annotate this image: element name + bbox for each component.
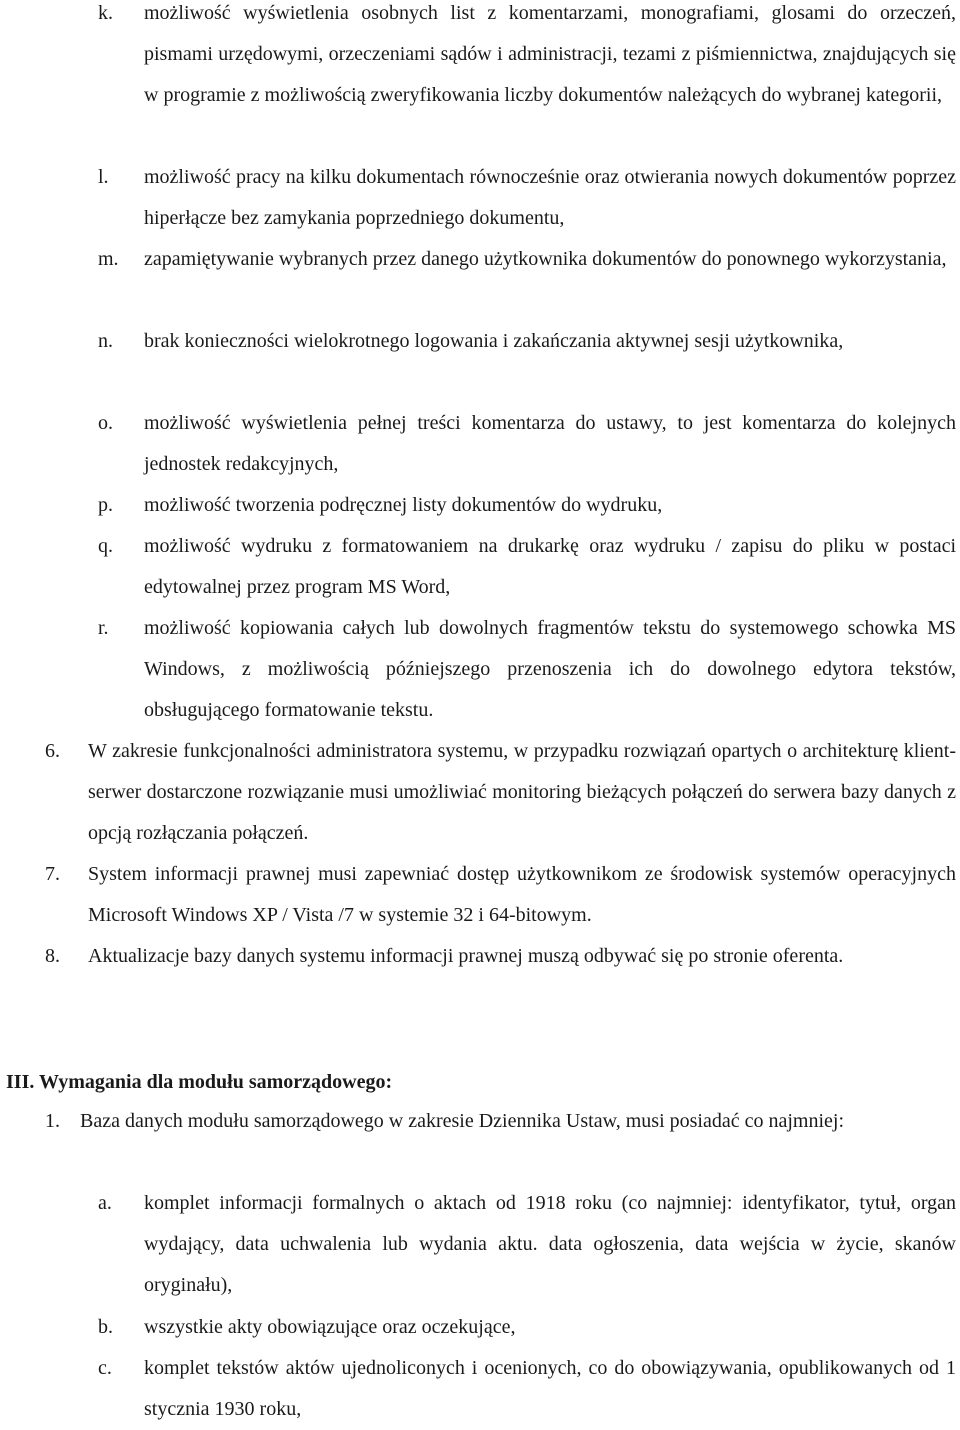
list-item-text: zapamiętywanie wybranych przez danego użytkownika dokumentów do ponownego wykorzystania, — [144, 248, 947, 270]
list-marker: 1. — [45, 1110, 60, 1132]
section-item-b — [98, 1307, 956, 1348]
list-marker: 7. — [45, 863, 60, 885]
section-item-a — [98, 1183, 956, 1306]
list-marker: p. — [98, 494, 113, 516]
section-item-c — [98, 1348, 956, 1430]
list-marker: 6. — [45, 740, 60, 762]
list-marker: q. — [98, 535, 113, 557]
list-marker: m. — [98, 248, 119, 270]
list-item-r — [98, 608, 956, 731]
list-item-7 — [45, 854, 956, 936]
list-item-text: możliwość pracy na kilku dokumentach równocześnie oraz otwierania nowych dokumentów poprzez hiperłącze bez zamykania poprzedniego dokumentu, — [144, 166, 956, 229]
list-marker: k. — [98, 2, 113, 24]
list-item-text: System informacji prawnej musi zapewniać dostęp użytkownikom ze środowisk systemów operacyjnych Microsoft Windows XP / Vista /7 w systemie 32 i 64-bitowym. — [88, 863, 956, 926]
list-marker: 8. — [45, 945, 60, 967]
list-item-n — [98, 321, 956, 362]
list-item-l — [98, 157, 956, 239]
list-marker: c. — [98, 1357, 112, 1379]
list-item-text: komplet tekstów aktów ujednoliconych i ocenionych, co do obowiązywania, opublikowanych od 1 stycznia 1930 roku, — [144, 1357, 956, 1420]
list-item-text: brak konieczności wielokrotnego logowania i zakańczania aktywnej sesji użytkownika, — [144, 330, 844, 352]
list-item-text: wszystkie akty obowiązujące oraz oczekujące, — [144, 1316, 516, 1338]
list-marker: o. — [98, 412, 113, 434]
list-marker: l. — [98, 166, 109, 188]
list-item-o — [98, 403, 956, 485]
list-item-p — [98, 485, 956, 526]
list-marker: n. — [98, 330, 113, 352]
list-marker: b. — [98, 1316, 113, 1338]
list-marker: a. — [98, 1192, 112, 1214]
list-item-k — [98, 0, 956, 116]
list-item-6 — [45, 731, 956, 854]
list-marker: r. — [98, 617, 109, 639]
list-item-m — [98, 239, 956, 280]
list-item-8 — [45, 936, 956, 977]
list-item-text: możliwość wyświetlenia osobnych list z komentarzami, monografiami, glosami do orzeczeń, pismami urzędowymi, orzeczeniami sądów i administracji, tezami z piśmiennictwa, znajdujących się w programie z możliwością zweryfikowania liczby dokumentów należących do wybranej kategorii, — [144, 2, 956, 106]
list-item-text: możliwość kopiowania całych lub dowolnych fragmentów tekstu do systemowego schowka MS Windows, z możliwością późniejszego przenoszenia ich do dowolnego edytora tekstów, obsługującego formatowanie tekstu. — [144, 617, 956, 721]
section-item-1 — [45, 1101, 956, 1142]
list-item-text: możliwość wyświetlenia pełnej treści komentarza do ustawy, to jest komentarza do kolejnych jednostek redakcyjnych, — [144, 412, 956, 475]
list-item-q — [98, 526, 956, 608]
list-item-text: komplet informacji formalnych o aktach od 1918 roku (co najmniej: identyfikator, tytuł, organ wydający, data uchwalenia lub wydania aktu. data ogłoszenia, data wejścia w życie, skanów oryginału), — [144, 1192, 956, 1296]
section-heading: III. Wymagania dla modułu samorządowego: — [6, 1071, 393, 1093]
list-item-text: Aktualizacje bazy danych systemu informacji prawnej muszą odbywać się po stronie oferenta. — [88, 945, 844, 967]
list-item-text: W zakresie funkcjonalności administratora systemu, w przypadku rozwiązań opartych o architekturę klient-serwer dostarczone rozwiązanie musi umożliwiać monitoring bieżących połączeń do serwera bazy danych z opcją rozłączania połączeń. — [88, 740, 956, 844]
list-item-text: możliwość tworzenia podręcznej listy dokumentów do wydruku, — [144, 494, 663, 516]
list-item-text: Baza danych modułu samorządowego w zakresie Dziennika Ustaw, musi posiadać co najmniej: — [80, 1110, 845, 1132]
list-item-text: możliwość wydruku z formatowaniem na drukarkę oraz wydruku / zapisu do pliku w postaci edytowalnej przez program MS Word, — [144, 535, 956, 598]
